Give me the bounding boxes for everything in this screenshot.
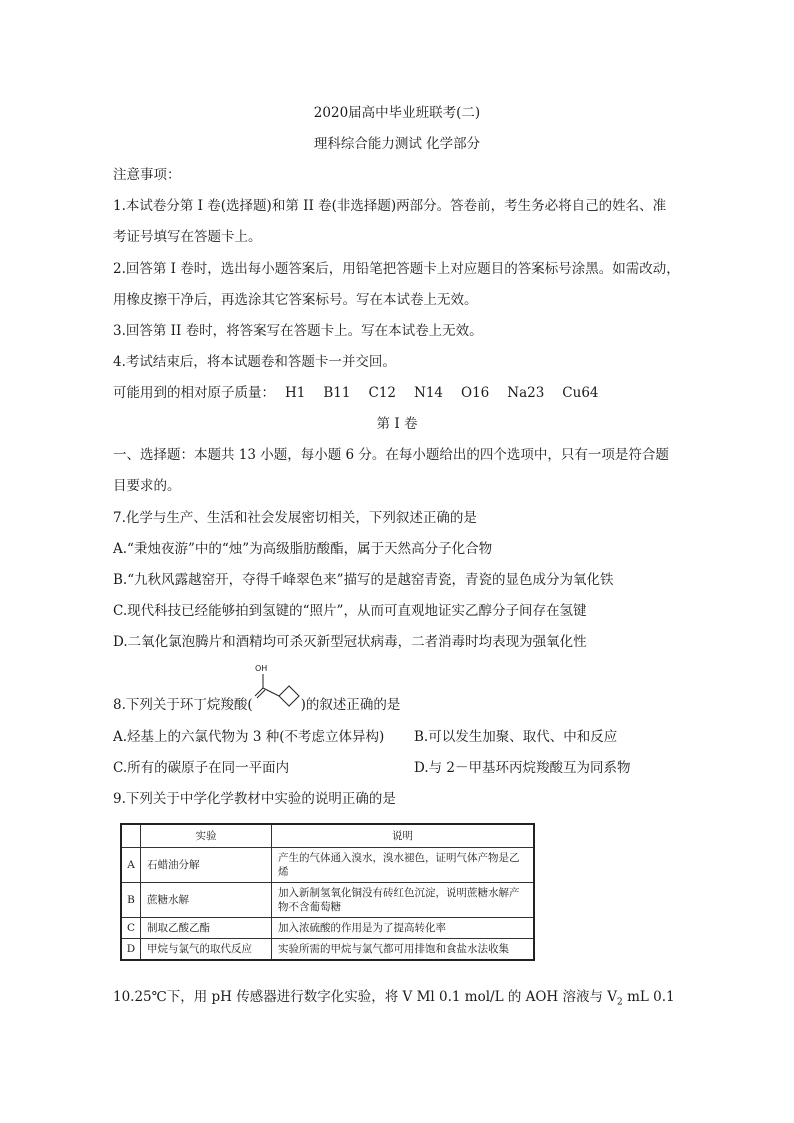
molecule-bond <box>255 688 263 696</box>
atomic-masses-label: 可能用到的相对原子质量： <box>113 385 275 401</box>
cyclobutanecarboxylic-acid-structure <box>251 662 317 712</box>
exam-title: 2020届高中毕业班联考(二) <box>313 105 481 121</box>
row-key: A <box>121 848 141 883</box>
section-intro-line-1: 一、选择题：本题共 13 小题，每小题 6 分。在每小题给出的四个选项中，只有一项是符合题 <box>113 447 669 463</box>
row-key: C <box>121 918 141 939</box>
mass-item: Cu64 <box>562 385 599 401</box>
q7-option-c: C.现代科技已经能够拍到氢键的“照片”，从而可直观地证实乙醇分子间存在氢键 <box>113 603 587 619</box>
mass-item: Na23 <box>507 385 545 401</box>
mass-item: B11 <box>323 385 351 401</box>
q7-stem: 7.化学与生产、生活和社会发展密切相关，下列叙述正确的是 <box>113 510 477 526</box>
table-row <box>121 883 534 918</box>
q8-option-d: D.与 2－甲基环丙烷羧酸互为同系物 <box>414 760 631 776</box>
q8-stem-prefix: 8.下列关于环丁烷羧酸( <box>113 697 253 713</box>
note-3: 3.回答第 II 卷时，将答案写在答题卡上。写在本试卷上无效。 <box>113 323 483 339</box>
mass-item: N14 <box>414 385 443 401</box>
row-experiment: 石蜡油分解 <box>141 848 272 883</box>
mass-item: H1 <box>285 385 306 401</box>
row-key: D <box>121 939 141 961</box>
note-1-line-2: 考证号填写在答题卡上。 <box>113 229 262 245</box>
q8-option-c: C.所有的碳原子在同一平面内 <box>113 760 290 776</box>
q7-option-b: B.“九秋风露越窑开，夺得千峰翠色来”描写的是越窑青瓷，青瓷的显色成分为氧化铁 <box>113 572 614 588</box>
row-description: 产生的气体通入溴水，溴水褪色，证明气体产物是乙烯 <box>272 848 535 883</box>
molecule-double-bond <box>257 690 265 698</box>
row-description: 实验所需的甲烷与氯气都可用排饱和食盐水法收集 <box>272 939 535 961</box>
note-2-line-1: 2.回答第 I 卷时，选出每小题答案后，用铅笔把答题卡上对应题目的答案标号涂黑。如需改动， <box>113 261 680 277</box>
cyclobutane-ring <box>279 686 299 706</box>
row-experiment: 制取乙酸乙酯 <box>141 918 272 939</box>
section-intro-line-2: 目要求的。 <box>113 478 181 494</box>
q9-experiment-table <box>120 823 535 961</box>
q8-stem-suffix: )的叙述正确的是 <box>300 697 401 713</box>
row-description: 加入浓硫酸的作用是为了提高转化率 <box>272 918 535 939</box>
q10-stem-prefix: 10.25℃下，用 pH 传感器进行数字化实验，将 V Ml 0.1 mol/L 的 AOH 溶液与 V <box>113 989 618 1005</box>
q8-option-b: B.可以发生加聚、取代、中和反应 <box>414 729 618 745</box>
table-header-row <box>121 824 534 848</box>
table-header-description: 说明 <box>272 824 535 848</box>
row-experiment: 蔗糖水解 <box>141 883 272 918</box>
row-description: 加入新制氢氧化铜没有砖红色沉淀，说明蔗糖水解产物不含葡萄糖 <box>272 883 535 918</box>
atomic-masses <box>113 383 617 403</box>
molecule-oh-label: OH <box>255 664 268 673</box>
mass-item: O16 <box>461 385 490 401</box>
q8-option-a: A.烃基上的六氯代物为 3 种(不考虑立体异构) <box>113 729 385 745</box>
table-row <box>121 918 534 939</box>
q10-stem-suffix: mL 0.1 <box>622 989 675 1005</box>
q10-subscript: 2 <box>617 997 623 1008</box>
table-header-key <box>121 824 141 848</box>
q10-stem <box>113 987 675 1013</box>
table-row <box>121 939 534 961</box>
section-title: 第 I 卷 <box>376 416 418 432</box>
q7-option-a: A.“秉烛夜游”中的“烛”为高级脂肪酸酯，属于天然高分子化合物 <box>113 541 493 557</box>
q7-option-d: D.二氧化氯泡腾片和酒精均可杀灭新型冠状病毒，二者消毒时均表现为强氧化性 <box>113 634 587 650</box>
row-key: B <box>121 883 141 918</box>
note-2-line-2: 用橡皮擦干净后，再选涂其它答案标号。写在本试卷上无效。 <box>113 292 478 308</box>
table-header-experiment: 实验 <box>141 824 272 848</box>
q9-stem: 9.下列关于中学化学教材中实验的说明正确的是 <box>113 791 396 807</box>
molecule-bond <box>263 688 279 696</box>
exam-subtitle: 理科综合能力测试 化学部分 <box>313 136 481 152</box>
note-1-line-1: 1.本试卷分第 I 卷(选择题)和第 II 卷(非选择题)两部分。答卷前，考生务必将自己的姓名、准 <box>113 198 667 214</box>
notes-heading: 注意事项： <box>113 167 181 183</box>
note-4: 4.考试结束后，将本试题卷和答题卡一并交回。 <box>113 354 396 370</box>
mass-item: C12 <box>368 385 396 401</box>
row-experiment: 甲烷与氯气的取代反应 <box>141 939 272 961</box>
table-row <box>121 848 534 883</box>
